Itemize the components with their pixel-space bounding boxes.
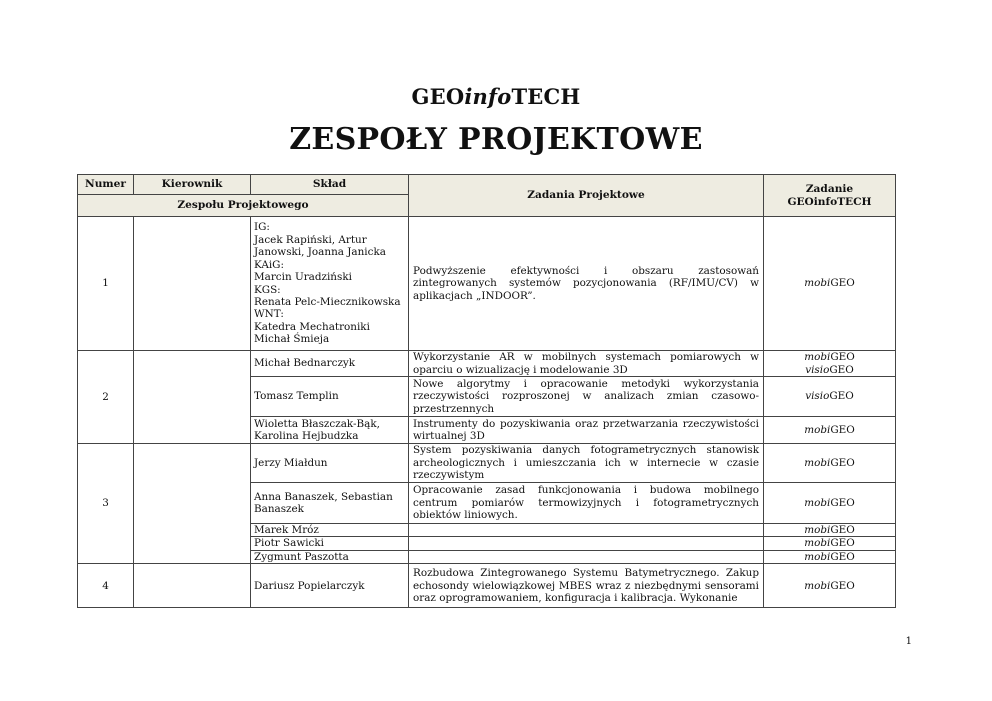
table-row [78,351,896,377]
team-task: Opracowanie zasad funkcjonowania i budowa mobilnego centrum pomiarów termowizyjnych i fotogrametrycznych obiektów liniowych. [409,483,764,524]
team-task: Nowe algorytmy i opracowanie metodyki wykorzystania rzeczywistości rozproszonej w analizach zmian czasowo-przestrzennych [409,377,764,417]
geo-task: mobiGEO [764,537,896,550]
team-number: 2 [78,351,134,444]
team-members: Piotr Sawicki [251,537,409,550]
team-members: IG: Jacek Rapiński, Artur Janowski, Joanna Janicka KAiG: Marcin Uradziński KGS: Renata Pelc-Miecznikowska WNT: Katedra Mechatroniki Michał Śmieja [251,217,409,351]
team-members: Anna Banaszek, Sebastian Banaszek [251,483,409,524]
team-number: 1 [78,217,134,351]
page-number: 1 [905,636,912,647]
team-task: Wykorzystanie AR w mobilnych systemach pomiarowych w oparciu o wizualizację i modelowanie 3D [409,351,764,377]
geo-task: visioGEO [764,377,896,417]
team-members: Zygmunt Paszotta [251,550,409,563]
geo-task: mobiGEO [764,444,896,483]
team-members: Marek Mróz [251,524,409,537]
geo-task: mobiGEO [764,217,896,351]
geo-task: mobiGEO visioGEO [764,351,896,377]
team-members: Wioletta Błaszczak-Bąk, Karolina Hejbudzka [251,417,409,444]
header-kierownik: Kierownik [134,175,251,195]
team-members: Dariusz Popielarczyk [251,564,409,608]
team-number: 4 [78,564,134,608]
header-zadania: Zadania Projektowe [409,175,764,217]
header-sklad: Skład [251,175,409,195]
geo-task: mobiGEO [764,417,896,444]
team-task [409,550,764,563]
team-task [409,524,764,537]
team-number: 3 [78,444,134,564]
team-task: Podwyższenie efektywności i obszaru zastosowań zintegrowanych systemów pozycjonowania (RF/IMU/CV) w aplikacjach „INDOOR”. [409,217,764,351]
table-row [78,217,896,351]
brand-title: GEOinfoTECH [411,84,581,109]
table-row [78,564,896,608]
team-task [409,537,764,550]
team-task: Instrumenty do pozyskiwania oraz przetwarzania rzeczywistości wirtualnej 3D [409,417,764,444]
team-leader [134,217,251,351]
page-title: ZESPOŁY PROJEKTOWE [289,122,703,157]
header-row [78,175,896,195]
project-teams-table [77,174,896,608]
header-zadanie-geoinfotech: Zadanie GEOinfoTECH [764,175,896,217]
team-task: Rozbudowa Zintegrowanego Systemu Batymetrycznego. Zakup echosondy wielowiązkowej MBES wraz z niezbędnymi sensorami oraz oprogramowaniem, konfiguracja i kalibracja. Wykonanie [409,564,764,608]
team-members: Michał Bednarczyk [251,351,409,377]
geo-task: mobiGEO [764,524,896,537]
header-zespolu: Zespołu Projektowego [78,195,409,217]
geo-task: mobiGEO [764,564,896,608]
header-numer: Numer [78,175,134,195]
team-members: Tomasz Templin [251,377,409,417]
geo-task: mobiGEO [764,550,896,563]
team-leader [134,444,251,564]
team-leader [134,351,251,444]
team-task: System pozyskiwania danych fotogrametrycznych stanowisk archeologicznych i umieszczania ich w internecie w czasie rzeczywistym [409,444,764,483]
table-row [78,444,896,483]
team-members: Jerzy Miałdun [251,444,409,483]
team-leader [134,564,251,608]
geo-task: mobiGEO [764,483,896,524]
